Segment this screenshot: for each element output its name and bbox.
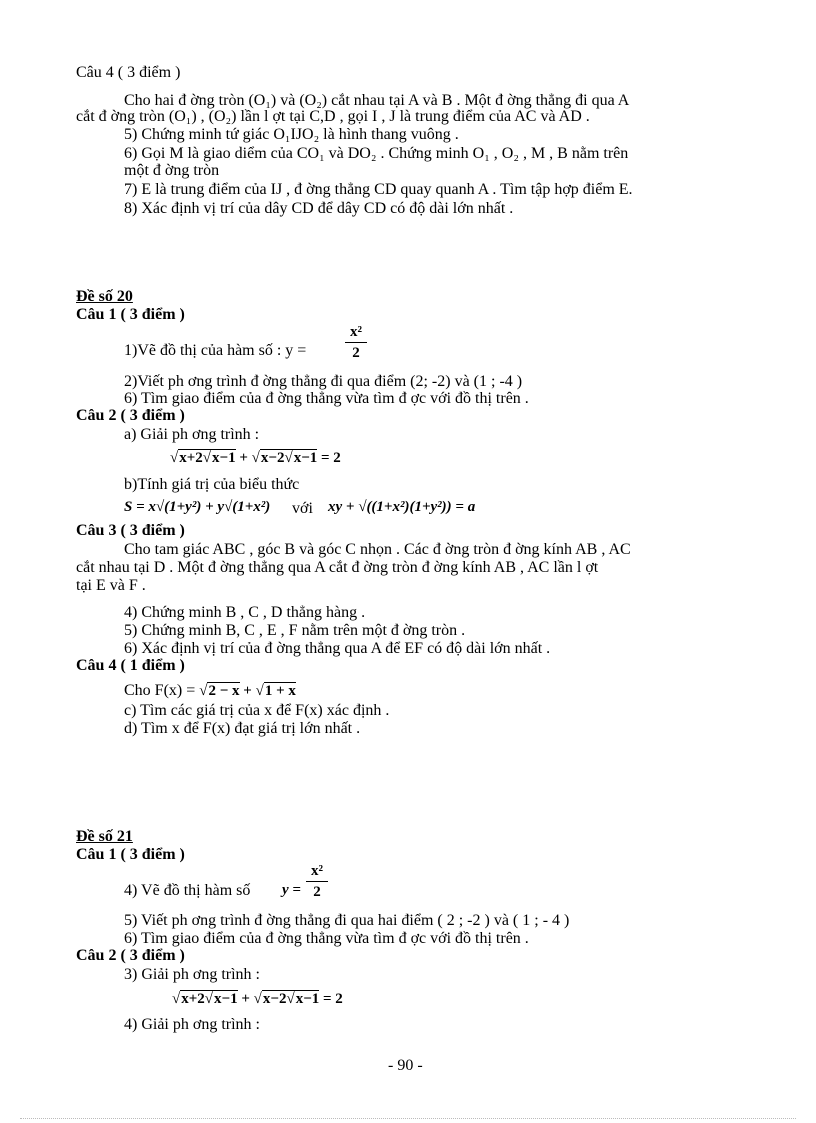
equation-operator: + [235, 450, 252, 466]
fraction-denominator: 2 [352, 345, 360, 361]
exam-21-q1-y-equals: y = [282, 882, 301, 898]
equation-inner-radicand: x−1 [212, 450, 236, 466]
exam-20-q1-item-3: 6) Tìm giao điểm của đ ờng thẳng vừa tìm đ ợc với đồ thị trên . [124, 390, 529, 407]
question-4-intro-line1: Cho hai đ ờng tròn (O₁) và (O₂) cắt nhau tại A và B . Một đ ờng thẳng đi qua A [124, 92, 630, 109]
equation-inner-radicand: x−1 [295, 991, 320, 1007]
exam-21-q1-item-6: 6) Tìm giao điểm của đ ờng thẳng vừa tìm đ ợc với đồ thị trên . [124, 930, 529, 947]
fraction-denominator: 2 [313, 884, 321, 900]
exam-20-question-1-title: Câu 1 ( 3 điểm ) [76, 306, 185, 323]
fraction-bar [306, 881, 328, 882]
footer-divider [20, 1118, 796, 1119]
function-radicand-1: 2 − x [208, 683, 240, 699]
exam-20-q1-item-2: 2)Viết ph ơng trình đ ờng thẳng đi qua điểm (2; -2) và (1 ; -4 ) [124, 373, 523, 390]
equation-inner-radicand: x−1 [293, 450, 318, 466]
exam-20-q3-item-5: 5) Chứng minh B, C , E , F nằm trên một đ ờng tròn . [124, 622, 466, 639]
exam-20-q2-equation: √x+2√x−1 + √x−2√x−1 = 2 [170, 450, 341, 466]
question-4-intro-line2: cắt đ ờng tròn (O₁) , (O₂) lần l ợt tại C,D , gọi I , J là trung điểm của AC và AD . [76, 108, 590, 125]
question-4-title: Câu 4 ( 3 điểm ) [76, 64, 181, 81]
exam-20-q3-line3: tại E và F . [76, 577, 146, 594]
exam-20-q2-expression: S = x√(1+y²) + y√(1+x²) [124, 499, 271, 515]
function-radicand-2: 1 + x [264, 683, 296, 699]
exam-21-title: Đề số 21 [76, 828, 133, 845]
exam-20-q2-with: với [292, 500, 313, 517]
function-expression: √2 − x + √1 + x [199, 683, 296, 699]
equation-part: x+2 [179, 450, 203, 466]
exam-20-q3-line2: cắt nhau tại D . Một đ ờng thẳng qua A cắt đ ờng tròn đ ờng kính AB , AC lần l ợt [76, 559, 599, 576]
equation-rhs: = 2 [319, 991, 343, 1007]
exam-20-question-4-title: Câu 4 ( 1 điểm ) [76, 657, 185, 674]
sqrt-radicand-2: x−2√x−1 [262, 991, 320, 1007]
exam-20-q4-item-c: c) Tìm các giá trị của x để F(x) xác định . [124, 702, 390, 719]
exam-20-question-3-title: Câu 3 ( 3 điểm ) [76, 522, 185, 539]
exam-21-q2-equation: √x+2√x−1 + √x−2√x−1 = 2 [172, 991, 343, 1007]
exam-20-q1-fraction [345, 324, 367, 361]
question-4-item-5: 5) Chứng minh tứ giác O₁IJO₂ là hình thang vuông . [124, 126, 459, 143]
equation-part: x−2 [260, 450, 285, 466]
exam-20-q2-condition: xy + √((1+x²)(1+y²)) = a [328, 499, 476, 515]
question-4-item-6: 6) Gọi M là giao diểm của CO₁ và DO₂ . Chứng minh O₁ , O₂ , M , B nằm trên [124, 145, 629, 162]
question-4-item-6-cont: một đ ờng tròn [124, 162, 220, 179]
exam-21-q1-item-4: 4) Vẽ đồ thị hàm số [124, 882, 251, 899]
exam-21-q2-item-3: 3) Giải ph ơng trình : [124, 966, 260, 983]
exam-20-q2-item-a: a) Giải ph ơng trình : [124, 426, 260, 443]
exam-21-q1-fraction [306, 863, 328, 900]
exam-20-q3-item-4: 4) Chứng minh B , C , D thẳng hàng . [124, 604, 366, 621]
equation-rhs: = 2 [317, 450, 341, 466]
exam-20-q4-item-d: d) Tìm x để F(x) đạt giá trị lớn nhất . [124, 720, 361, 737]
fraction-numerator: x² [311, 863, 323, 879]
exam-20-title: Đề số 20 [76, 288, 133, 305]
function-definition-label: Cho F(x) = [124, 682, 196, 699]
equation-part: x+2 [181, 991, 205, 1007]
equation-part: x−2 [262, 991, 287, 1007]
question-4-item-7: 7) E là trung điểm của IJ , đ ờng thẳng CD quay quanh A . Tìm tập hợp điểm E. [124, 181, 633, 198]
exam-20-question-2-title: Câu 2 ( 3 điểm ) [76, 407, 185, 424]
exam-21-q1-item-5: 5) Viết ph ơng trình đ ờng thẳng đi qua hai điểm ( 2 ; -2 ) và ( 1 ; - 4 ) [124, 912, 570, 929]
exam-20-q2-item-b: b)Tính giá trị của biểu thức [124, 476, 300, 493]
question-4-item-8: 8) Xác định vị trí của dây CD để dây CD có độ dài lớn nhất . [124, 200, 514, 217]
exam-20-q3-line1: Cho tam giác ABC , góc B và góc C nhọn . Các đ ờng tròn đ ờng kính AB , AC [124, 541, 631, 558]
exam-20-q1-item-1: 1)Vẽ đồ thị của hàm số : y = [124, 342, 307, 359]
function-operator: + [239, 683, 256, 699]
sqrt-radicand-2: x−2√x−1 [260, 450, 318, 466]
sqrt-radicand-1: x+2√x−1 [179, 450, 236, 466]
equation-operator: + [237, 991, 254, 1007]
equation-inner-radicand: x−1 [214, 991, 238, 1007]
exam-21-question-2-title: Câu 2 ( 3 điểm ) [76, 947, 185, 964]
sqrt-radicand-1: x+2√x−1 [181, 991, 238, 1007]
fraction-numerator: x² [350, 324, 362, 340]
page-number: - 90 - [388, 1057, 423, 1074]
exam-21-q2-item-4: 4) Giải ph ơng trình : [124, 1016, 260, 1033]
exam-21-question-1-title: Câu 1 ( 3 điểm ) [76, 846, 185, 863]
exam-20-q3-item-6: 6) Xác định vị trí của đ ờng thẳng qua A để EF có độ dài lớn nhất . [124, 640, 551, 657]
exam-20-q4-intro [124, 682, 296, 700]
fraction-bar [345, 342, 367, 343]
